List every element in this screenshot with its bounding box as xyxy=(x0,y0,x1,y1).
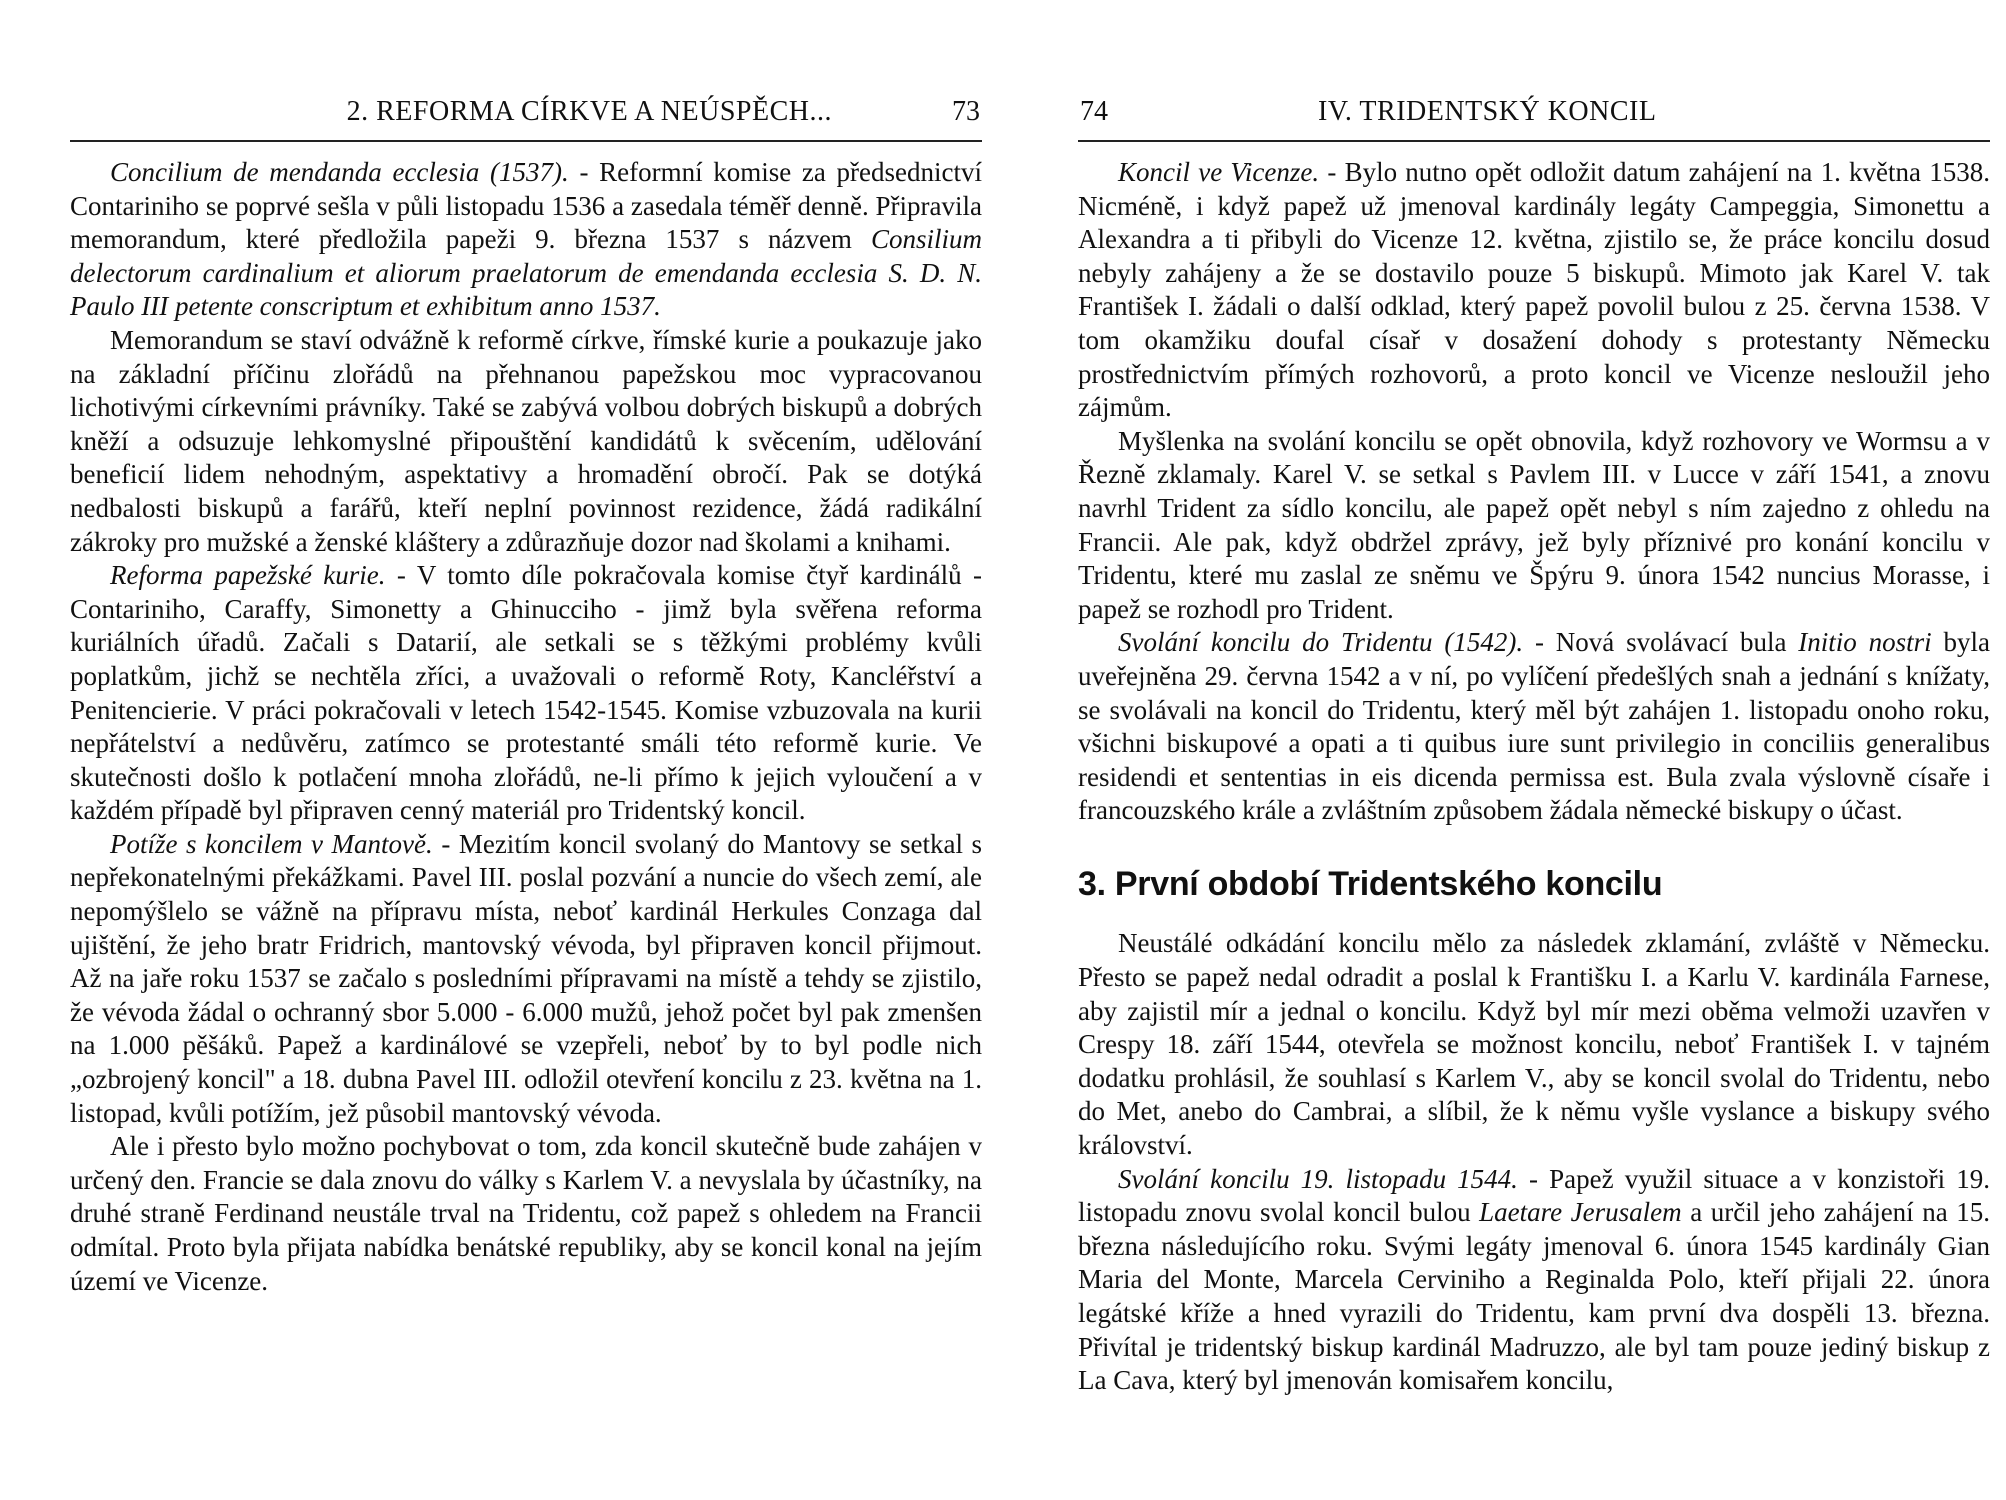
paragraph-text: - Papež využil situace a v konzistoři 19. listopadu znovu svolal koncil bulou xyxy=(1078,1163,1990,1228)
right-page xyxy=(1078,96,1990,1398)
right-header-title: IV. TRIDENTSKÝ KONCIL xyxy=(1318,96,1657,127)
section-heading: 3. První období Tridentského koncilu xyxy=(1078,864,1663,903)
paragraph-tail: a určil jeho zahájení na 15. března následujícího roku. Svými legáty jmenoval 6. února 1545 kardinály Gian Maria del Monte, Marcela Cerviniho a Reginalda Polo, kteří přijali 22. února legátské kříže a hned vyrazili do Tridentu, kam první dva dospěli 13. března. Přivítal je tridentský biskup kardinál Madruzzo, ale byl tam pouze jediný biskup z La Cava, který byl jmenován komisařem koncilu, xyxy=(1078,1197,1990,1396)
paragraph-text: - V tomto díle pokračovala komise čtyř kardinálů - Contariniho, Caraffy, Simonetty a Ghinucciho - jimž byla svěřena reforma kuriálních úřadů. Začali s Datarií, ale setkali se s těžkými problémy kvůli poplatkům, jichž se nechtěla zříci, a uvažovali o reformě Roty, Kancléřství a Penitencierie. V práci pokračovali v letech 1542-1545. Komise vzbuzovala na kurii nepřátelství a nedůvěru, zatímco se protestanté smáli této reformě kurie. Ve skutečnosti došlo k potlačení mnoha zlořádů, ne-li přímo k jejich vyloučení a v každém případě byl připraven cenný materiál pro Tridentský koncil. xyxy=(70,560,983,826)
paragraph-lead: Koncil ve Vicenze. xyxy=(1118,157,1320,187)
paragraph xyxy=(70,156,982,324)
paragraph-text: - Mezitím koncil svolaný do Mantovy se setkal s nepřekonatelnými překážkami. Pavel III. poslal pozvání a nuncie do všech zemí, ale nepomýšlelo se vážně na přípravu místa, neboť kardinál Herkules Conzaga dal ujištění, že jeho bratr Fridrich, mantovský vévoda, byl připraven koncil přijmout. Až na jaře roku 1537 se začalo s posledními přípravami na místě a tehdy se zjistilo, že vévoda žádal o ochranný sbor 5.000 - 6.000 mužů, jehož počet byl pak zmenšen na 1.000 pěšáků. Papež a kardinálové se vzepřeli, neboť by to byl podle nich „ozbrojený koncil" a 18. dubna Pavel III. odložil otevření koncilu z 23. května na 1. listopad, kvůli potížím, jež působil mantovský vévoda. xyxy=(70,828,982,1128)
paragraph-italic: Initio nostri xyxy=(1798,627,1932,658)
left-page-body xyxy=(70,156,982,1298)
right-page-body xyxy=(1078,156,1990,1398)
paragraph-tail: byla uveřejněna 29. června 1542 a v ní, po vylíčení předešlých snah a jednání s knížaty, se svolávali na koncil do Tridentu, který měl být zahájen 1. listopadu onoho roku, všichni biskupové a opati a ti quibus iure sunt privilegio in conciliis generalibus residendi et sententias in eis dicenda permissa est. Bula zvala výslovně císaře i francouzského krále a zvláštním způsobem žádala německé biskupy o účast. xyxy=(1078,627,1990,826)
left-header-title: 2. REFORMA CÍRKVE A NEÚSPĚCH... xyxy=(346,96,832,127)
paragraph xyxy=(1078,1163,1990,1398)
paragraph-text: Ale i přesto bylo možno pochybovat o tom, zda koncil skutečně bude zahájen v určený den. Francie se dala znovu do války s Karlem V. a nevyslala by účastníky, na druhé straně Ferdinand neustále trval na Tridentu, což papež s ohledem na Francii odmítal. Proto byla přijata nabídka benátské republiky, aby se koncil konal na jejím území ve Vicenze. xyxy=(70,1131,982,1296)
paragraph-italic: Laetare Jerusalem xyxy=(1479,1197,1682,1228)
paragraph xyxy=(1078,927,1990,1162)
paragraph xyxy=(1078,156,1990,425)
paragraph-text: Myšlenka na svolání koncilu se opět obnovila, když rozhovory ve Wormsu a v Řezně zklamaly. Karel V. se setkal s Pavlem III. v Lucce v září 1541, a znovu navrhl Trident za sídlo koncilu, ale papež opět nebyl s ním zajedno z ohledu na Francii. Ale pak, když obdržel zprávy, jež byly příznivé pro konání koncilu v Tridentu, které mu zaslal ze sněmu ve Špýru 9. února 1542 nuncius Morasse, i papež se rozhodl pro Trident. xyxy=(1078,425,1990,624)
left-running-header xyxy=(70,96,982,142)
paragraph xyxy=(70,559,982,828)
paragraph-text: Neustálé odkádání koncilu mělo za následek zklamání, zvláště v Německu. Přesto se papež nedal odradit a poslal k Františku I. a Karlu V. kardinála Farnese, aby zajistil mír a jednal o koncilu. Když byl mír mezi oběma velmoži uzavřen v Crespy 18. září 1544, otevřela se možnost koncilu, neboť František I. v tajném dodatku prohlásil, že souhlasí s Karlem V., aby se koncil svolal do Tridentu, nebo do Met, anebo do Cambrai, a slíbil, že k němu vyšle vyslance a biskupy svého království. xyxy=(1078,928,1990,1161)
right-running-header xyxy=(1078,96,1990,142)
paragraph xyxy=(70,324,982,559)
right-page-number: 74 xyxy=(1080,96,1108,127)
paragraph-lead: Potíže s koncilem v Mantově. xyxy=(110,828,433,859)
paragraph-text: - Bylo nutno opět odložit datum zahájení na 1. května 1538. Nicméně, i když papež už jmenoval kardinály legáty Campeggia, Simonettu a Alexandra a ti přibyli do Vicenze 12. května, zjistilo se, že práce koncilu dosud nebyly zahájeny a že se dostavilo pouze 5 biskupů. Mimoto jak Karel V. tak František I. žádali o další odklad, který papež povolil bulou z 25. června 1538. V tom okamžiku doufal císař v dosažení dohody s protestanty Německu prostřednictvím přímých rozhovorů, a proto koncil ve Vicenze nesloužil jeho zájmům. xyxy=(1078,157,1990,423)
paragraph-lead: Svolání koncilu 19. listopadu 1544. xyxy=(1118,1163,1518,1194)
paragraph-italic: Consilium delectorum cardinalium et aliorum praelatorum de emendanda ecclesia S. D. N. Paulo III petente conscriptum et exhibitum anno 1537. xyxy=(70,224,982,322)
paragraph-lead: Concilium de mendanda ecclesia (1537). xyxy=(110,157,569,187)
paragraph-text: Memorandum se staví odvážně k reformě církve, římské kurie a poukazuje jako na základní příčinu zlořádů na přehnanou papežskou moc vypracovanou lichotivými církevními právníky. Také se zabývá volbou dobrých biskupů a dobrých kněží a odsuzuje lehkomyslné připouštění kandidátů k svěcením, udělování beneficií lidem nehodným, aspektativy a hromadění obročí. Pak se dotýká nedbalosti biskupů a farářů, kteří neplní povinnost rezidence, žádá radikální zákroky pro mužské a ženské kláštery a zdůrazňuje dozor nad školami a knihami. xyxy=(70,324,982,557)
paragraph-lead: Svolání koncilu do Tridentu (1542). xyxy=(1118,627,1524,658)
paragraph-text: - Reformní komise za předsednictví Contariniho se poprvé sešla v půli listopadu 1536 a zasedala téměř denně. Připravila memorandum, které předložila papeži 9. března 1537 s názvem xyxy=(70,157,982,255)
paragraph-text: - Nová svolávací bula xyxy=(1523,627,1799,658)
left-page-number: 73 xyxy=(952,96,980,127)
paragraph-lead: Reforma papežské kurie. xyxy=(110,560,386,591)
paragraph xyxy=(70,1130,982,1298)
paragraph xyxy=(70,828,982,1130)
paragraph xyxy=(1078,425,1990,627)
left-page xyxy=(70,96,982,1298)
paragraph xyxy=(1078,626,1990,828)
